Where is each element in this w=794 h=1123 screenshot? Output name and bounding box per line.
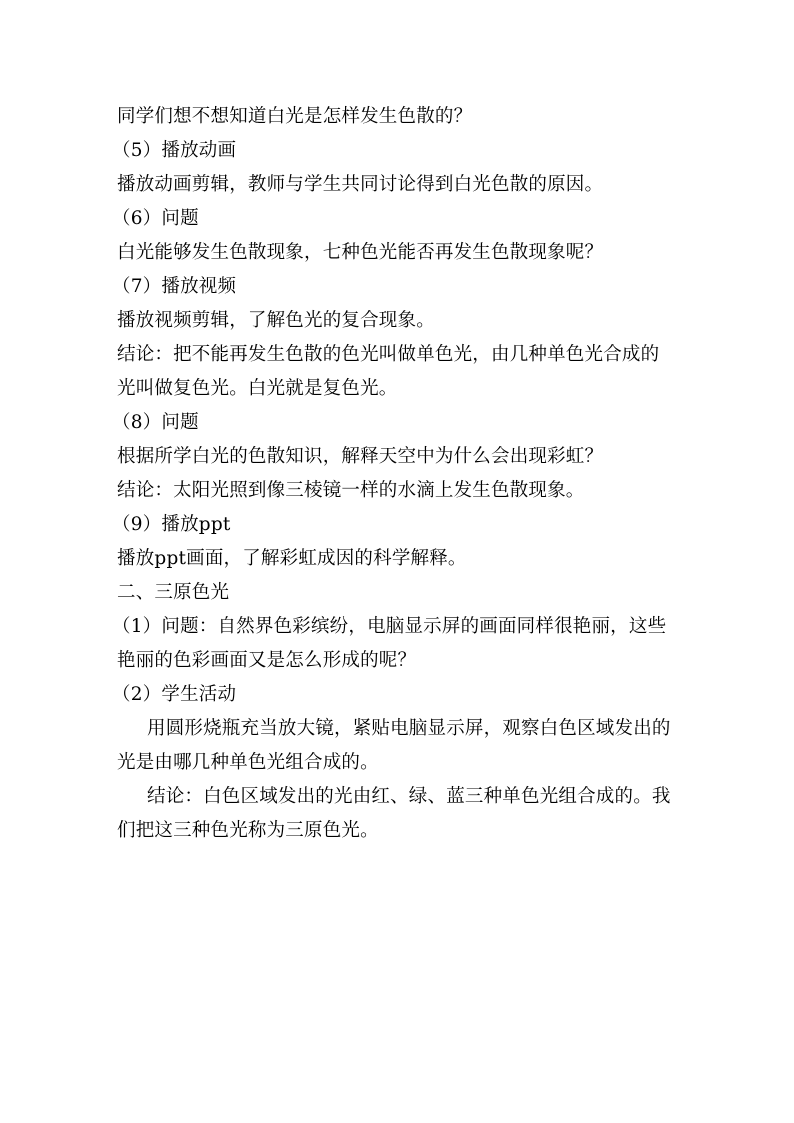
paragraph-line: （2）学生活动 (112, 684, 237, 705)
paragraph-line: 们把这三种色光称为三原色光。 (117, 820, 379, 841)
document-body (112, 100, 677, 848)
paragraph-line: 艳丽的色彩画面又是怎么形成的呢？ (117, 650, 417, 671)
paragraph-line: （1）问题：自然界色彩缤纷，电脑显示屏的画面同样很艳丽，这些 (112, 616, 667, 637)
paragraph-line: （6）问题 (112, 208, 199, 229)
paragraph-line: 根据所学白光的色散知识，解释天空中为什么会出现彩虹？ (117, 446, 604, 467)
paragraph-line: 二、三原色光 (117, 582, 230, 603)
paragraph-line: 结论：把不能再发生色散的色光叫做单色光，由几种单色光合成的 (117, 344, 660, 365)
paragraph-line: （8）问题 (112, 412, 199, 433)
paragraph-line: 光是由哪几种单色光组合成的。 (117, 752, 379, 773)
paragraph-line: （7）播放视频 (112, 276, 237, 297)
paragraph-line: 同学们想不想知道白光是怎样发生色散的？ (117, 106, 473, 127)
paragraph-line: 播放动画剪辑，教师与学生共同讨论得到白光色散的原因。 (117, 174, 604, 195)
paragraph-line: 白光能够发生色散现象，七种色光能否再发生色散现象呢？ (117, 242, 604, 263)
paragraph-line: 播放视频剪辑，了解色光的复合现象。 (117, 310, 435, 331)
paragraph-line: 结论：白色区域发出的光由红、绿、蓝三种单色光组合成的。我 (147, 786, 671, 807)
paragraph-line: 用圆形烧瓶充当放大镜，紧贴电脑显示屏，观察白色区域发出的 (147, 718, 671, 739)
paragraph-line: 光叫做复色光。白光就是复色光。 (117, 378, 398, 399)
paragraph-line: 播放ppt画面，了解彩虹成因的科学解释。 (117, 548, 467, 569)
paragraph-line: 结论：太阳光照到像三棱镜一样的水滴上发生色散现象。 (117, 480, 585, 501)
paragraph-line: （9）播放ppt (112, 514, 231, 535)
paragraph-line: （5）播放动画 (112, 140, 237, 161)
